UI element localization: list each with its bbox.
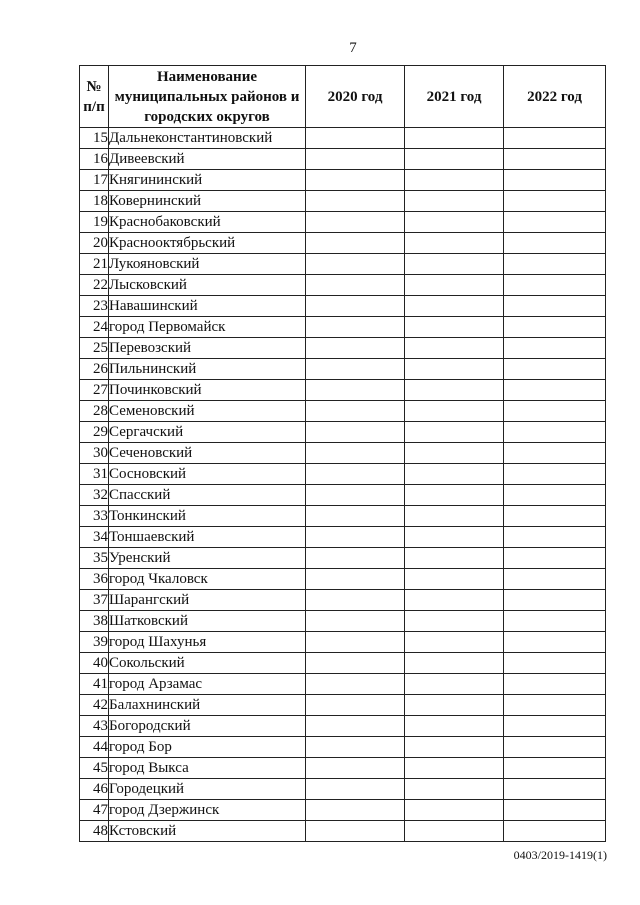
year-2022-cell: [504, 275, 606, 296]
year-2020-cell: [306, 422, 405, 443]
year-2021-cell: [405, 149, 504, 170]
year-2020-cell: [306, 212, 405, 233]
row-number: 47: [80, 800, 109, 821]
year-2022-cell: [504, 716, 606, 737]
municipality-name: Семеновский: [109, 401, 306, 422]
row-number: 34: [80, 527, 109, 548]
year-2022-cell: [504, 695, 606, 716]
row-number: 40: [80, 653, 109, 674]
year-2020-cell: [306, 275, 405, 296]
municipality-name: город Бор: [109, 737, 306, 758]
header-name: Наименование муниципальных районов и городских округов: [109, 66, 306, 128]
year-2020-cell: [306, 401, 405, 422]
year-2020-cell: [306, 464, 405, 485]
year-2022-cell: [504, 800, 606, 821]
year-2020-cell: [306, 527, 405, 548]
year-2022-cell: [504, 128, 606, 149]
year-2021-cell: [405, 401, 504, 422]
year-2022-cell: [504, 191, 606, 212]
row-number: 38: [80, 611, 109, 632]
year-2020-cell: [306, 716, 405, 737]
year-2022-cell: [504, 653, 606, 674]
year-2022-cell: [504, 380, 606, 401]
row-number: 17: [80, 170, 109, 191]
municipality-name: Городецкий: [109, 779, 306, 800]
year-2021-cell: [405, 800, 504, 821]
municipality-name: город Первомайск: [109, 317, 306, 338]
row-number: 44: [80, 737, 109, 758]
row-number: 35: [80, 548, 109, 569]
municipality-name: Сосновский: [109, 464, 306, 485]
year-2022-cell: [504, 821, 606, 842]
table-header-row: [80, 66, 606, 128]
year-2022-cell: [504, 548, 606, 569]
year-2022-cell: [504, 464, 606, 485]
table-row: [80, 254, 606, 275]
year-2022-cell: [504, 569, 606, 590]
municipality-name: Сеченовский: [109, 443, 306, 464]
municipality-name: Перевозский: [109, 338, 306, 359]
year-2020-cell: [306, 380, 405, 401]
municipality-name: Навашинский: [109, 296, 306, 317]
year-2022-cell: [504, 422, 606, 443]
year-2021-cell: [405, 212, 504, 233]
year-2022-cell: [504, 317, 606, 338]
year-2020-cell: [306, 737, 405, 758]
header-2022: 2022 год: [504, 66, 606, 128]
header-2020: 2020 год: [306, 66, 405, 128]
municipality-name: Лысковский: [109, 275, 306, 296]
table-row: [80, 737, 606, 758]
municipality-name: Княгининский: [109, 170, 306, 191]
table-row: [80, 821, 606, 842]
year-2022-cell: [504, 632, 606, 653]
table-row: [80, 443, 606, 464]
year-2022-cell: [504, 149, 606, 170]
municipality-name: Шатковский: [109, 611, 306, 632]
year-2021-cell: [405, 779, 504, 800]
document-code: 0403/2019-1419(1): [513, 848, 607, 862]
year-2020-cell: [306, 569, 405, 590]
table-row: [80, 779, 606, 800]
year-2022-cell: [504, 506, 606, 527]
year-2020-cell: [306, 485, 405, 506]
year-2021-cell: [405, 737, 504, 758]
municipality-name: город Арзамас: [109, 674, 306, 695]
row-number: 23: [80, 296, 109, 317]
row-number: 25: [80, 338, 109, 359]
table-row: [80, 485, 606, 506]
header-2021: 2021 год: [405, 66, 504, 128]
year-2020-cell: [306, 632, 405, 653]
row-number: 43: [80, 716, 109, 737]
municipality-name: Богородский: [109, 716, 306, 737]
year-2021-cell: [405, 716, 504, 737]
row-number: 37: [80, 590, 109, 611]
year-2020-cell: [306, 653, 405, 674]
year-2022-cell: [504, 674, 606, 695]
table-row: [80, 716, 606, 737]
municipality-name: город Чкаловск: [109, 569, 306, 590]
table-row: [80, 359, 606, 380]
municipality-name: Уренский: [109, 548, 306, 569]
table-row: [80, 191, 606, 212]
year-2021-cell: [405, 674, 504, 695]
year-2022-cell: [504, 737, 606, 758]
table-row: [80, 422, 606, 443]
year-2020-cell: [306, 821, 405, 842]
year-2021-cell: [405, 590, 504, 611]
year-2022-cell: [504, 758, 606, 779]
year-2021-cell: [405, 506, 504, 527]
year-2020-cell: [306, 296, 405, 317]
municipality-name: Пильнинский: [109, 359, 306, 380]
table-row: [80, 548, 606, 569]
year-2021-cell: [405, 758, 504, 779]
year-2021-cell: [405, 254, 504, 275]
year-2020-cell: [306, 317, 405, 338]
municipality-name: Сергачский: [109, 422, 306, 443]
municipality-name: Дальнеконстантиновский: [109, 128, 306, 149]
row-number: 36: [80, 569, 109, 590]
year-2021-cell: [405, 821, 504, 842]
table-row: [80, 317, 606, 338]
table-row: [80, 695, 606, 716]
table-row: [80, 506, 606, 527]
municipality-name: Дивеевский: [109, 149, 306, 170]
year-2021-cell: [405, 338, 504, 359]
year-2020-cell: [306, 128, 405, 149]
year-2020-cell: [306, 590, 405, 611]
year-2020-cell: [306, 338, 405, 359]
municipality-name: город Выкса: [109, 758, 306, 779]
year-2020-cell: [306, 800, 405, 821]
table-row: [80, 653, 606, 674]
year-2022-cell: [504, 527, 606, 548]
table-row: [80, 590, 606, 611]
year-2021-cell: [405, 464, 504, 485]
year-2021-cell: [405, 296, 504, 317]
row-number: 30: [80, 443, 109, 464]
row-number: 33: [80, 506, 109, 527]
year-2022-cell: [504, 212, 606, 233]
row-number: 18: [80, 191, 109, 212]
municipality-name: Тоншаевский: [109, 527, 306, 548]
municipality-name: Краснобаковский: [109, 212, 306, 233]
year-2020-cell: [306, 779, 405, 800]
table-row: [80, 170, 606, 191]
row-number: 46: [80, 779, 109, 800]
year-2021-cell: [405, 422, 504, 443]
year-2022-cell: [504, 359, 606, 380]
year-2021-cell: [405, 170, 504, 191]
year-2022-cell: [504, 338, 606, 359]
year-2020-cell: [306, 674, 405, 695]
year-2022-cell: [504, 590, 606, 611]
table-row: [80, 212, 606, 233]
table-row: [80, 380, 606, 401]
year-2020-cell: [306, 758, 405, 779]
year-2020-cell: [306, 191, 405, 212]
municipality-name: Починковский: [109, 380, 306, 401]
year-2020-cell: [306, 506, 405, 527]
municipality-name: Балахнинский: [109, 695, 306, 716]
row-number: 20: [80, 233, 109, 254]
municipality-name: Сокольский: [109, 653, 306, 674]
year-2021-cell: [405, 632, 504, 653]
municipality-name: Краснооктябрьский: [109, 233, 306, 254]
row-number: 31: [80, 464, 109, 485]
year-2022-cell: [504, 233, 606, 254]
row-number: 24: [80, 317, 109, 338]
year-2021-cell: [405, 611, 504, 632]
row-number: 26: [80, 359, 109, 380]
municipal-table: [79, 65, 606, 842]
table-row: [80, 758, 606, 779]
table-row: [80, 632, 606, 653]
year-2021-cell: [405, 317, 504, 338]
row-number: 48: [80, 821, 109, 842]
municipality-name: Спасский: [109, 485, 306, 506]
year-2020-cell: [306, 695, 405, 716]
header-number: № п/п: [80, 66, 109, 128]
municipality-name: Ковернинский: [109, 191, 306, 212]
year-2021-cell: [405, 569, 504, 590]
row-number: 21: [80, 254, 109, 275]
year-2022-cell: [504, 170, 606, 191]
year-2021-cell: [405, 443, 504, 464]
table-row: [80, 149, 606, 170]
row-number: 27: [80, 380, 109, 401]
year-2021-cell: [405, 191, 504, 212]
year-2020-cell: [306, 233, 405, 254]
municipality-name: город Шахунья: [109, 632, 306, 653]
municipality-name: Лукояновский: [109, 254, 306, 275]
row-number: 28: [80, 401, 109, 422]
row-number: 19: [80, 212, 109, 233]
year-2022-cell: [504, 611, 606, 632]
row-number: 39: [80, 632, 109, 653]
year-2022-cell: [504, 401, 606, 422]
row-number: 16: [80, 149, 109, 170]
year-2020-cell: [306, 149, 405, 170]
year-2022-cell: [504, 779, 606, 800]
row-number: 29: [80, 422, 109, 443]
year-2022-cell: [504, 485, 606, 506]
municipality-name: город Дзержинск: [109, 800, 306, 821]
table-row: [80, 128, 606, 149]
year-2020-cell: [306, 443, 405, 464]
year-2022-cell: [504, 296, 606, 317]
year-2021-cell: [405, 233, 504, 254]
municipality-name: Тонкинский: [109, 506, 306, 527]
table-row: [80, 401, 606, 422]
table-row: [80, 464, 606, 485]
table-row: [80, 338, 606, 359]
year-2021-cell: [405, 128, 504, 149]
year-2021-cell: [405, 380, 504, 401]
year-2020-cell: [306, 548, 405, 569]
row-number: 45: [80, 758, 109, 779]
year-2021-cell: [405, 695, 504, 716]
year-2022-cell: [504, 443, 606, 464]
year-2020-cell: [306, 170, 405, 191]
table-row: [80, 800, 606, 821]
table-row: [80, 611, 606, 632]
table-body: [80, 128, 606, 842]
table-row: [80, 275, 606, 296]
year-2020-cell: [306, 611, 405, 632]
year-2021-cell: [405, 527, 504, 548]
year-2021-cell: [405, 275, 504, 296]
row-number: 15: [80, 128, 109, 149]
year-2022-cell: [504, 254, 606, 275]
row-number: 32: [80, 485, 109, 506]
year-2021-cell: [405, 359, 504, 380]
year-2021-cell: [405, 485, 504, 506]
year-2021-cell: [405, 548, 504, 569]
row-number: 41: [80, 674, 109, 695]
page-number: 7: [349, 40, 357, 56]
year-2021-cell: [405, 653, 504, 674]
table-row: [80, 674, 606, 695]
table-row: [80, 296, 606, 317]
table-row: [80, 233, 606, 254]
year-2020-cell: [306, 254, 405, 275]
row-number: 22: [80, 275, 109, 296]
table-row: [80, 569, 606, 590]
municipality-name: Кстовский: [109, 821, 306, 842]
year-2020-cell: [306, 359, 405, 380]
table-row: [80, 527, 606, 548]
municipality-name: Шарангский: [109, 590, 306, 611]
row-number: 42: [80, 695, 109, 716]
